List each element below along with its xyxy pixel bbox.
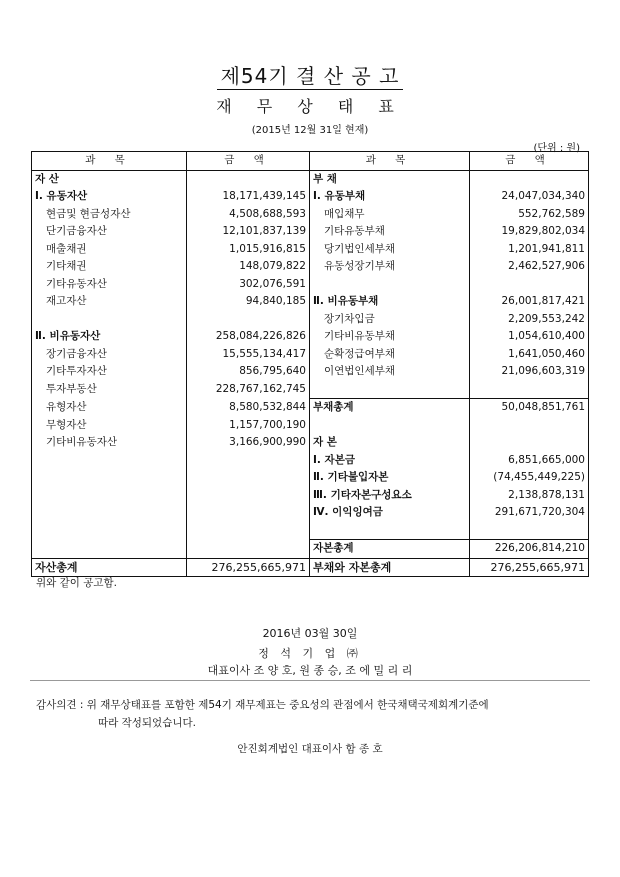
right-account: 이연법인세부채 xyxy=(310,363,470,381)
left-amount: 228,767,162,745 xyxy=(187,381,310,399)
ceo-names: 대표이사 조 양 호, 원 종 승, 조 에 밀 리 리 xyxy=(207,664,413,677)
table-header-row xyxy=(32,152,589,171)
total-assets-value: 276,255,665,971 xyxy=(187,558,310,577)
left-amount: 302,076,591 xyxy=(187,276,310,294)
table-row xyxy=(32,170,589,188)
right-amount: 1,641,050,460 xyxy=(470,346,589,364)
left-account: 투자부동산 xyxy=(32,381,187,399)
left-amount: 148,079,822 xyxy=(187,258,310,276)
right-account: 기타유동부채 xyxy=(310,223,470,241)
table-row xyxy=(32,241,589,259)
table-row xyxy=(32,399,589,417)
left-amount: 18,171,439,145 xyxy=(187,188,310,206)
left-amount: 15,555,134,417 xyxy=(187,346,310,364)
right-account: Ⅳ. 이익잉여금 xyxy=(310,504,470,522)
right-account: 장기차입금 xyxy=(310,311,470,329)
total-liab-equity-value: 276,255,665,971 xyxy=(470,558,589,577)
table-row xyxy=(32,434,589,452)
left-account: 자 산 xyxy=(32,170,187,188)
right-amount: 19,829,802,034 xyxy=(470,223,589,241)
right-account: 당기법인세부채 xyxy=(310,241,470,259)
table-row xyxy=(32,417,589,435)
table-row xyxy=(32,522,589,540)
left-account: 기타유동자산 xyxy=(32,276,187,294)
left-account xyxy=(32,504,187,522)
left-amount: 1,015,916,815 xyxy=(187,241,310,259)
left-account xyxy=(32,487,187,505)
col-header-account-left: 과 목 xyxy=(32,152,187,171)
left-amount xyxy=(187,469,310,487)
right-amount: 24,047,034,340 xyxy=(470,188,589,206)
left-amount: 258,084,226,826 xyxy=(187,328,310,346)
left-account: 유형자산 xyxy=(32,399,187,417)
left-amount: 3,166,900,990 xyxy=(187,434,310,452)
right-account xyxy=(310,417,470,435)
right-amount: 2,209,553,242 xyxy=(470,311,589,329)
unit-label: (단위 : 원) xyxy=(533,143,580,154)
right-account: Ⅱ. 비유동부채 xyxy=(310,293,470,311)
publish-date: 2016년 03월 30일 xyxy=(262,627,358,640)
left-account: 단기금융자산 xyxy=(32,223,187,241)
left-account: 무형자산 xyxy=(32,417,187,435)
left-account: 기타채권 xyxy=(32,258,187,276)
left-amount xyxy=(187,522,310,540)
right-account xyxy=(310,522,470,540)
left-account: 현금및 현금성자산 xyxy=(32,206,187,224)
table-row xyxy=(32,223,589,241)
left-account xyxy=(32,540,187,559)
right-amount: 6,851,665,000 xyxy=(470,452,589,470)
company-name: 정 석 기 업 ㈜ xyxy=(258,647,362,660)
left-amount: 1,157,700,190 xyxy=(187,417,310,435)
table-row xyxy=(32,328,589,346)
table-row xyxy=(32,540,589,559)
left-amount xyxy=(187,452,310,470)
table-row xyxy=(32,469,589,487)
left-amount: 4,508,688,593 xyxy=(187,206,310,224)
right-amount: 291,671,720,304 xyxy=(470,504,589,522)
right-account: 부 채 xyxy=(310,170,470,188)
table-row xyxy=(32,258,589,276)
left-account: 매출채권 xyxy=(32,241,187,259)
left-account: Ⅱ. 비유동자산 xyxy=(32,328,187,346)
right-amount xyxy=(470,434,589,452)
right-account: 매입채무 xyxy=(310,206,470,224)
audit-opinion-line1: 감사의견 : 위 재무상태표를 포함한 제54기 재무제표는 중요성의 관점에서 한국채택국제회계기준에 xyxy=(36,699,489,711)
table-row xyxy=(32,381,589,399)
right-account: Ⅲ. 기타자본구성요소 xyxy=(310,487,470,505)
table-row xyxy=(32,363,589,381)
left-account: 기타투자자산 xyxy=(32,363,187,381)
right-account: 자 본 xyxy=(310,434,470,452)
left-amount xyxy=(187,170,310,188)
table-row xyxy=(32,346,589,364)
left-account xyxy=(32,452,187,470)
right-amount: 21,096,603,319 xyxy=(470,363,589,381)
right-account: 부채총계 xyxy=(310,399,470,417)
table-row xyxy=(32,276,589,294)
right-account: Ⅱ. 기타불입자본 xyxy=(310,469,470,487)
auditor-name: 안진회계법인 대표이사 함 종 호 xyxy=(237,743,383,755)
right-account xyxy=(310,276,470,294)
total-liab-equity-label: 부채와 자본총계 xyxy=(310,558,470,577)
table-row xyxy=(32,293,589,311)
left-account xyxy=(32,469,187,487)
right-account: 자본총계 xyxy=(310,540,470,559)
table-row xyxy=(32,311,589,329)
audit-opinion-line2: 따라 작성되었습니다. xyxy=(98,717,196,729)
left-amount xyxy=(187,311,310,329)
right-amount: 2,138,878,131 xyxy=(470,487,589,505)
right-account: Ⅰ. 자본금 xyxy=(310,452,470,470)
statement-title: 재 무 상 태 표 xyxy=(216,97,404,116)
table-row xyxy=(32,487,589,505)
left-account: Ⅰ. 유동자산 xyxy=(32,188,187,206)
right-amount: 226,206,814,210 xyxy=(470,540,589,559)
right-amount xyxy=(470,276,589,294)
col-header-amount-right: 금 액 xyxy=(470,152,589,171)
left-account xyxy=(32,311,187,329)
totals-row xyxy=(32,558,589,577)
right-account: 유동성장기부채 xyxy=(310,258,470,276)
left-amount: 12,101,837,139 xyxy=(187,223,310,241)
notice-title: 제54기 결 산 공 고 xyxy=(0,60,620,89)
right-account: 기타비유동부채 xyxy=(310,328,470,346)
right-amount xyxy=(470,170,589,188)
left-amount: 856,795,640 xyxy=(187,363,310,381)
total-assets-label: 자산총계 xyxy=(32,558,187,577)
left-amount: 8,580,532,844 xyxy=(187,399,310,417)
right-account: Ⅰ. 유동부채 xyxy=(310,188,470,206)
right-amount xyxy=(470,417,589,435)
right-amount: 50,048,851,761 xyxy=(470,399,589,417)
table-row xyxy=(32,452,589,470)
statement-date: (2015년 12월 31일 현재) xyxy=(251,125,369,136)
right-amount: 26,001,817,421 xyxy=(470,293,589,311)
right-amount: 1,054,610,400 xyxy=(470,328,589,346)
right-account xyxy=(310,381,470,399)
right-amount xyxy=(470,381,589,399)
right-account: 순확정급여부채 xyxy=(310,346,470,364)
left-account: 기타비유동자산 xyxy=(32,434,187,452)
table-row xyxy=(32,188,589,206)
table-row xyxy=(32,206,589,224)
left-account xyxy=(32,522,187,540)
left-amount xyxy=(187,504,310,522)
left-amount: 94,840,185 xyxy=(187,293,310,311)
right-amount: 552,762,589 xyxy=(470,206,589,224)
left-account: 장기금융자산 xyxy=(32,346,187,364)
notice-statement: 위와 같이 공고함. xyxy=(36,577,118,589)
balance-sheet-table xyxy=(31,151,589,577)
col-header-account-right: 과 목 xyxy=(310,152,470,171)
right-amount: 1,201,941,811 xyxy=(470,241,589,259)
right-amount xyxy=(470,522,589,540)
left-amount xyxy=(187,540,310,559)
right-amount: 2,462,527,906 xyxy=(470,258,589,276)
col-header-amount-left: 금 액 xyxy=(187,152,310,171)
right-amount: (74,455,449,225) xyxy=(470,469,589,487)
divider xyxy=(30,680,590,681)
left-account: 재고자산 xyxy=(32,293,187,311)
left-amount xyxy=(187,487,310,505)
table-row xyxy=(32,504,589,522)
